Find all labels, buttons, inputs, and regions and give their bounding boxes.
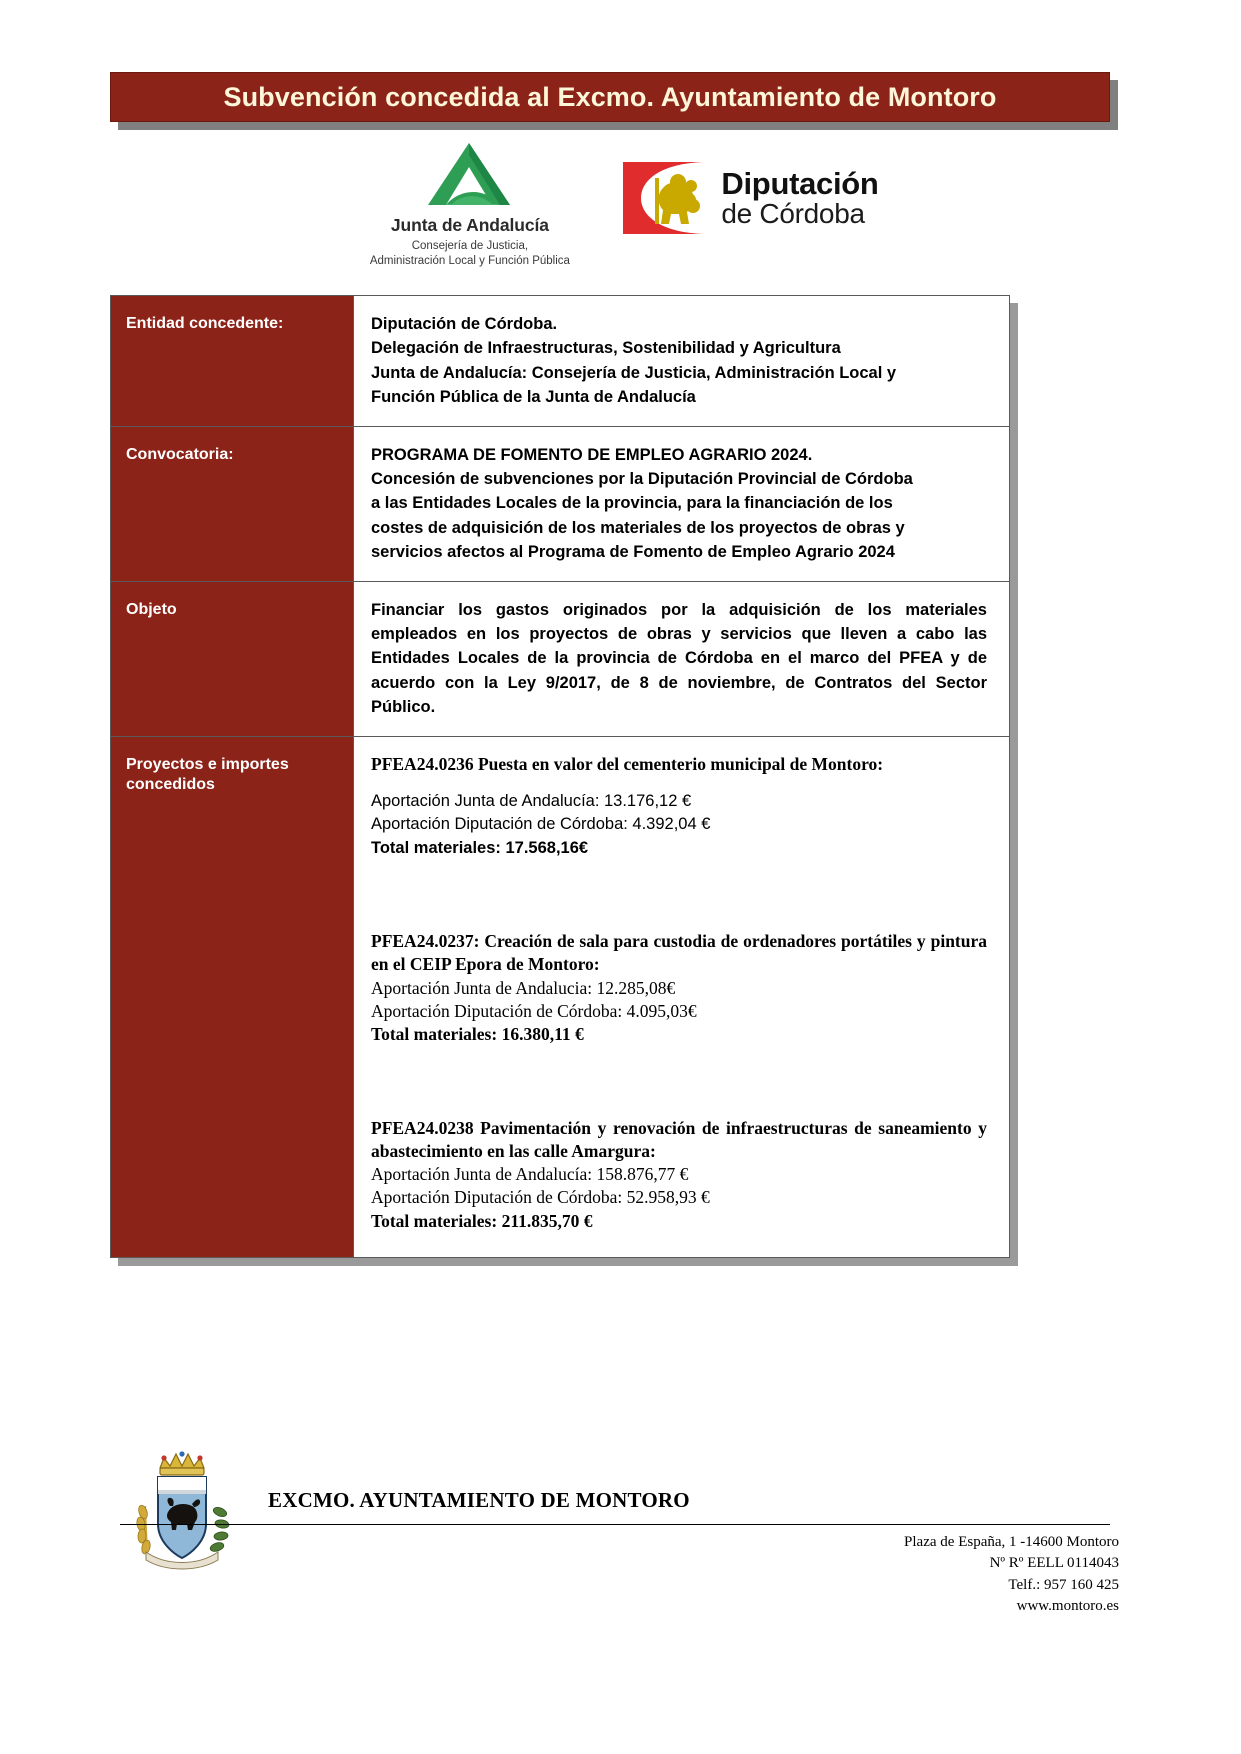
content-line: Concesión de subvenciones por la Diputación Provincial de Córdoba [371,470,913,489]
footer-entity-name: EXCMO. AYUNTAMIENTO DE MONTORO [268,1488,690,1512]
diputacion-de-cordoba-logo [623,162,878,234]
project-junta-amount: Aportación Junta de Andalucía: 158.876,77 € [371,1164,689,1185]
diputacion-lion-icon [623,162,709,234]
footer-divider [120,1524,1110,1525]
junta-logo-subtitle [370,239,570,268]
row-content-proyectos-importes [354,736,1010,1257]
junta-logo-name: Junta de Andalucía [390,215,549,235]
diputacion-line2: de Córdoba [721,197,865,229]
junta-subtitle-line1: Consejería de Justicia, [411,240,529,252]
spacer [371,776,987,790]
row-content-objeto [354,581,1010,736]
row-label-objeto: Objeto [111,581,354,736]
content-line: Función Pública de la Junta de Andalucía [371,388,696,407]
footer-address-line2: Nº Rº EELL 0114043 [989,1555,1119,1572]
montoro-coat-of-arms-icon [130,1446,234,1574]
footer-website[interactable]: www.montoro.es [1016,1597,1119,1614]
project-diputacion-amount: Aportación Diputación de Córdoba: 4.095,03€ [371,1001,697,1022]
table-row [111,426,1010,581]
objeto-paragraph: Financiar los gastos originados por la adquisición de los materiales empleados en los proyectos de obras y servicios que lleven a cabo las Entidades Locales de la provincia de Córdoba en el marco del PFEA y de acuerdo con la Ley 9/2017, de 8 de noviembre, de Contratos del Sector Público. [371,600,987,717]
content-line: a las Entidades Locales de la provincia, para la financiación de los [371,494,893,513]
project-title: PFEA24.0237: Creación de sala para custodia de ordenadores portátiles y pintura en el CEIP Epora de Montoro: [371,931,987,975]
content-line: servicios afectos al Programa de Fomento de Empleo Agrario 2024 [371,543,895,562]
diputacion-line1: Diputación [721,165,879,201]
junta-de-andalucia-logo [362,140,577,268]
project-block [371,1117,987,1233]
table-row [111,736,1010,1257]
grant-table-wrapper [110,295,1010,1258]
junta-arch-icon [414,140,526,210]
content-line: PROGRAMA DE FOMENTO DE EMPLEO AGRARIO 2024. [371,445,813,464]
project-block [371,930,987,1046]
content-line: Delegación de Infraestructuras, Sostenibilidad y Agricultura [371,339,841,358]
page-footer [0,1446,1241,1614]
project-title: PFEA24.0238 Pavimentación y renovación de infraestructuras de saneamiento y abastecimiento en las calle Amargura: [371,1117,987,1161]
row-label-proyectos-importes: Proyectos e importes concedidos [111,736,354,1257]
content-line: Junta de Andalucía: Consejería de Justicia, Administración Local y [371,363,897,382]
content-line: Diputación de Córdoba. [371,315,558,333]
logos-row [0,140,1241,268]
grant-table [110,295,1010,1258]
page-title-banner [110,72,1110,124]
footer-address [904,1532,1119,1617]
table-row [111,296,1010,427]
project-junta-amount: Aportación Junta de Andalucía: 13.176,12 € [371,791,692,810]
project-block [371,753,987,861]
row-label-entidad-concedente: Entidad concedente: [111,296,354,427]
content-line: costes de adquisición de los materiales de los proyectos de obras y [371,518,905,537]
footer-address-line1: Plaza de España, 1 -14600 Montoro [904,1534,1119,1550]
project-diputacion-amount: Aportación Diputación de Córdoba: 52.958,93 € [371,1187,710,1208]
project-total-amount: Total materiales: 17.568,16€ [371,838,589,857]
project-total-amount: Total materiales: 211.835,70 € [371,1210,593,1231]
footer-address-line3: Telf.: 957 160 425 [1008,1576,1119,1593]
banner [110,72,1110,122]
spacer [371,1055,987,1117]
diputacion-wordmark [721,165,879,229]
spacer [371,868,987,930]
project-junta-amount: Aportación Junta de Andalucia: 12.285,08€ [371,977,676,998]
project-diputacion-amount: Aportación Diputación de Córdoba: 4.392,04 € [371,815,711,834]
row-content-entidad-concedente [354,296,1010,427]
row-label-convocatoria: Convocatoria: [111,426,354,581]
junta-subtitle-line2: Administración Local y Función Pública [369,254,570,267]
page-title: Subvención concedida al Excmo. Ayuntamiento de Montoro [223,81,997,112]
row-content-convocatoria [354,426,1010,581]
table-row [111,581,1010,736]
project-title: PFEA24.0236 Puesta en valor del cementerio municipal de Montoro: [371,753,884,774]
project-total-amount: Total materiales: 16.380,11 € [371,1024,584,1045]
